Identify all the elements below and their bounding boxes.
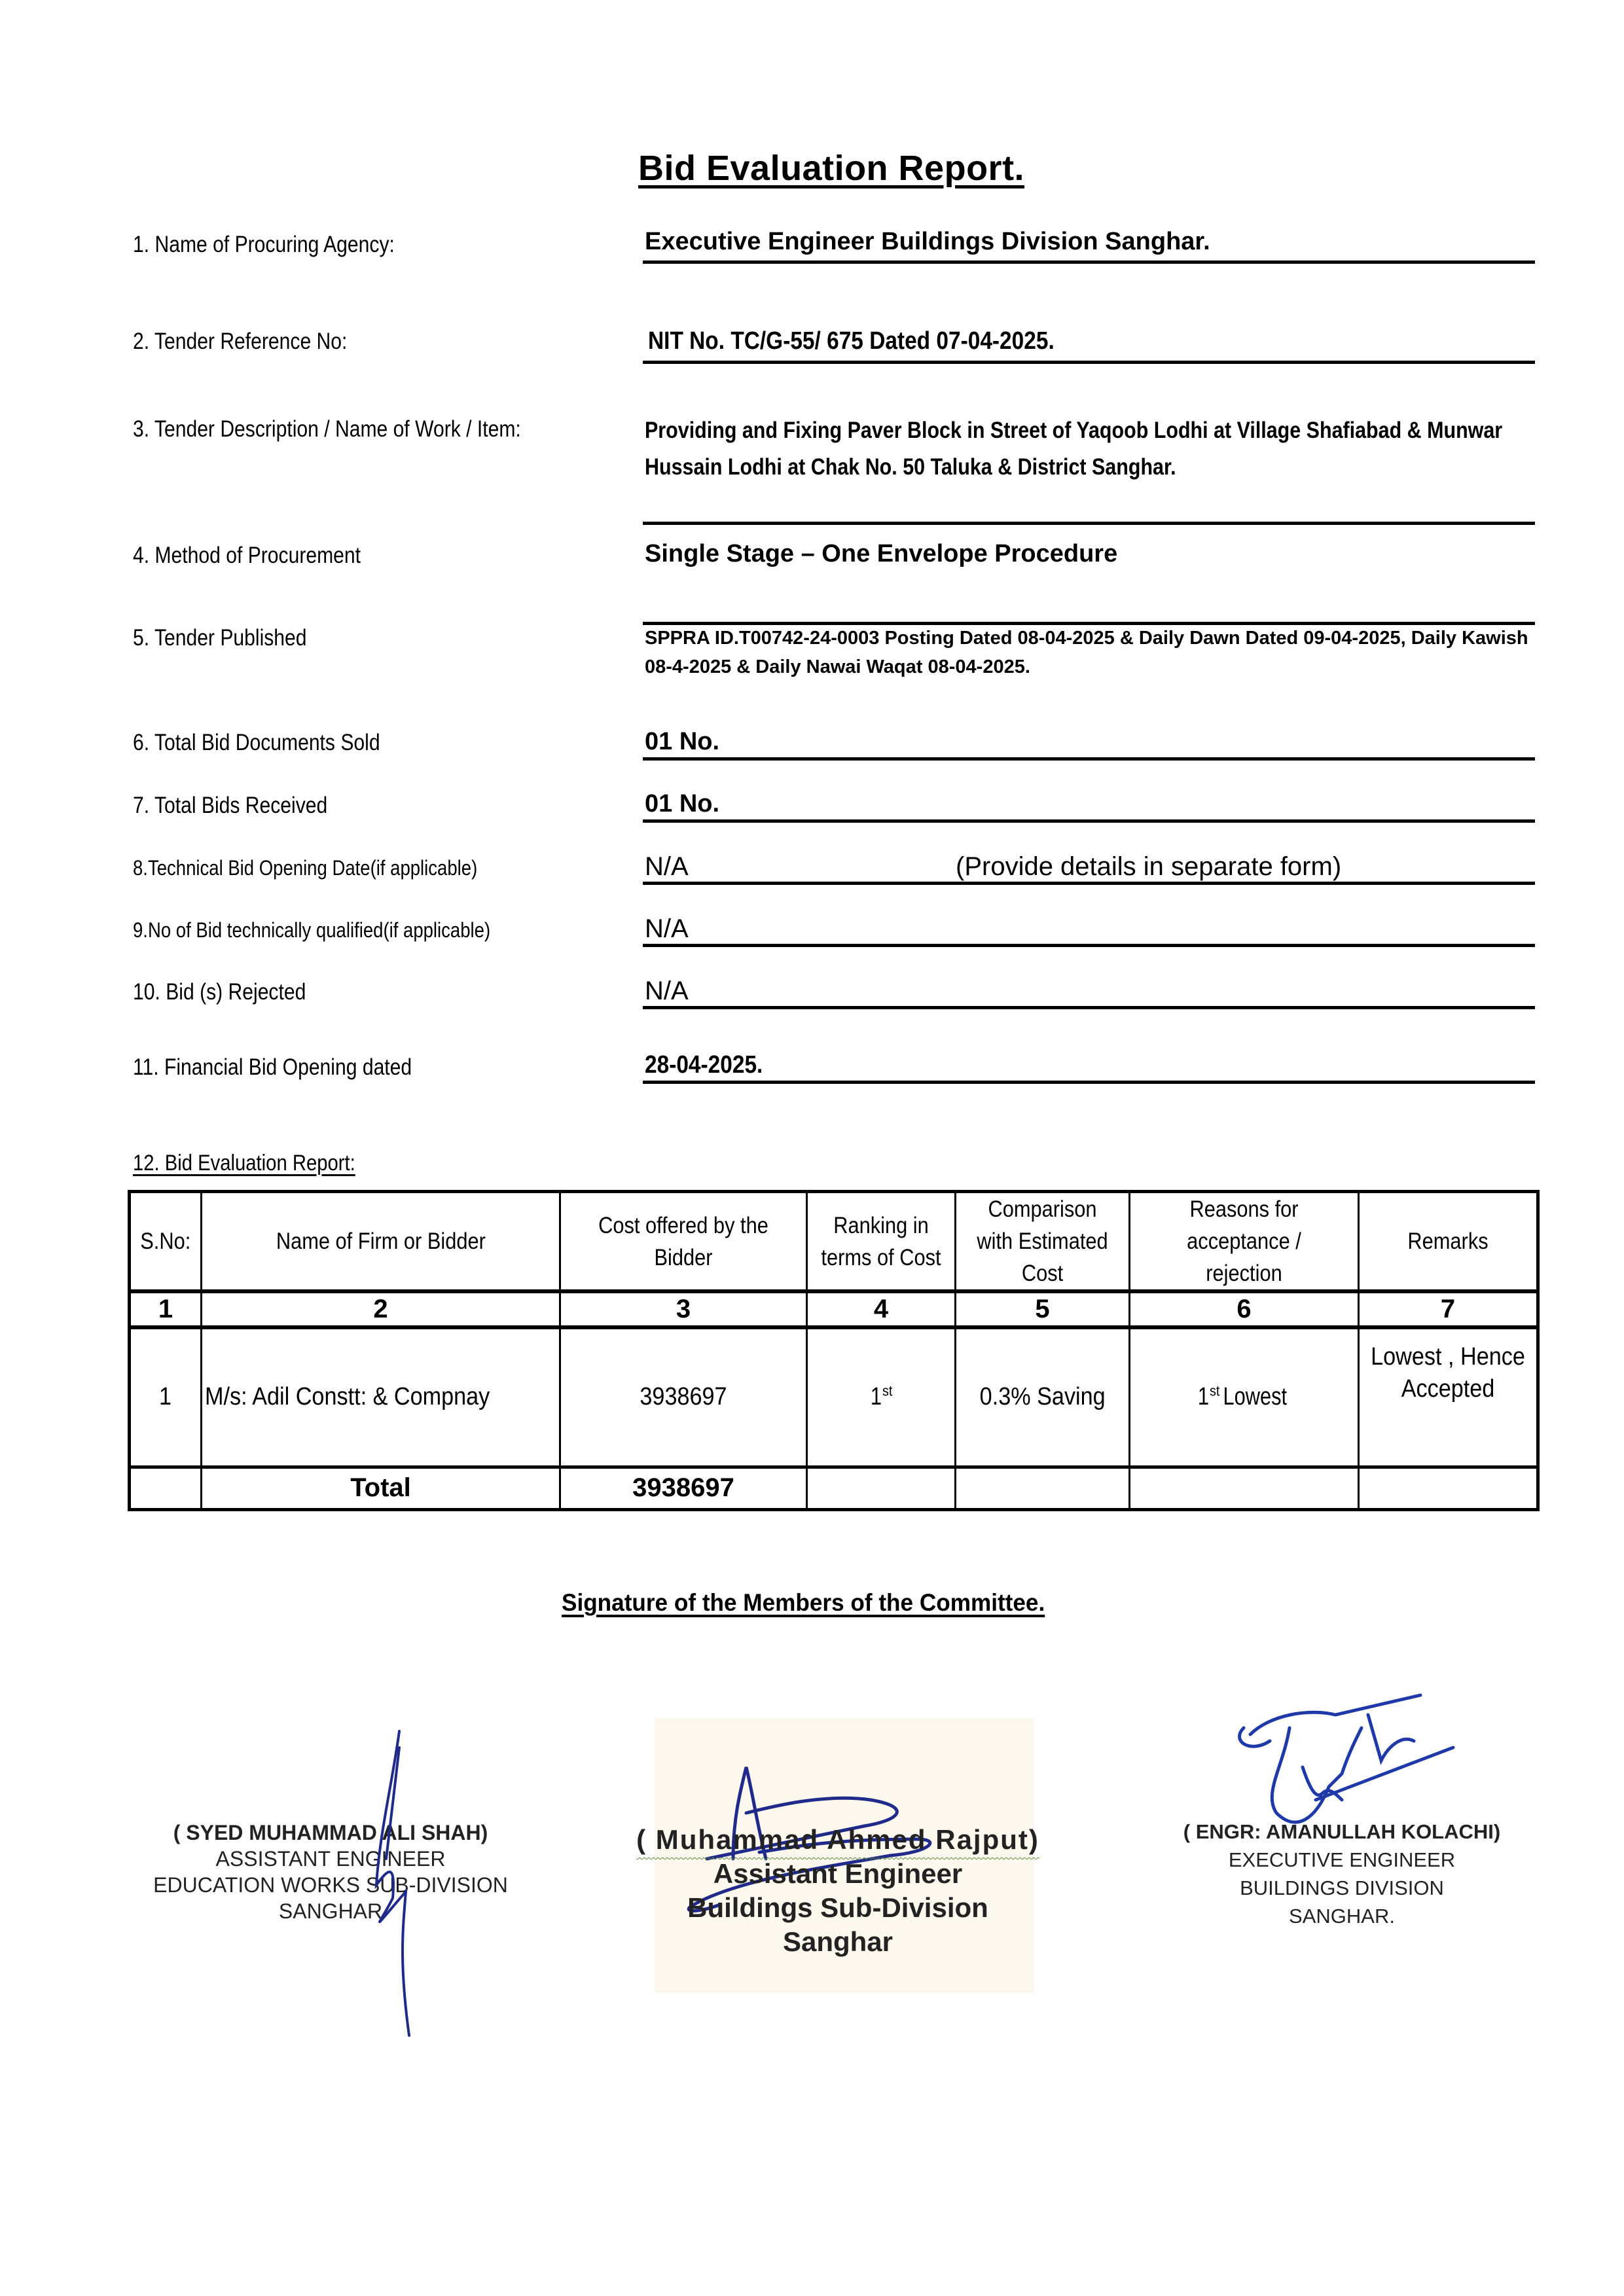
column-number: 2 xyxy=(202,1291,560,1327)
member-name: ( SYED MUHAMMAD ALI SHAH) xyxy=(173,1821,488,1844)
member-name: ( Muhammad Ahmed Rajput) xyxy=(636,1824,1039,1855)
member-office: BUILDINGS DIVISION xyxy=(1240,1876,1444,1899)
signature-block-member-3 xyxy=(1159,1818,1525,1930)
underline-rule xyxy=(643,361,1535,364)
underline-rule xyxy=(643,944,1535,947)
value-technical-bid-opening: N/A xyxy=(645,852,689,881)
member-name: ( ENGR: AMANULLAH KOLACHI) xyxy=(1183,1820,1501,1843)
column-number-row xyxy=(130,1291,1538,1327)
label-bids-rejected: 10. Bid (s) Rejected xyxy=(133,979,306,1005)
header-reasons: Reasons for acceptance / rejection xyxy=(1130,1192,1359,1292)
cell-firm-name: M/s: Adil Constt: & Compnay xyxy=(202,1327,560,1467)
header-comparison: Comparison with Estimated Cost xyxy=(956,1192,1130,1292)
value-bids-received: 01 No. xyxy=(645,790,720,817)
technical-bid-note: (Provide details in separate form) xyxy=(956,852,1342,881)
evaluation-section-title: 12. Bid Evaluation Report: xyxy=(133,1151,355,1175)
cell-sno: 1 xyxy=(130,1327,202,1467)
label-tender-description: 3. Tender Description / Name of Work / Item: xyxy=(133,416,521,442)
report-title: Bid Evaluation Report. xyxy=(638,149,1025,188)
label-financial-bid-opening: 11. Financial Bid Opening dated xyxy=(133,1054,412,1080)
header-firm-name: Name of Firm or Bidder xyxy=(202,1192,560,1292)
column-number: 5 xyxy=(956,1291,1130,1327)
label-bid-documents-sold: 6. Total Bid Documents Sold xyxy=(133,730,380,755)
member-place: SANGHAR xyxy=(278,1899,383,1923)
cell-remarks: Lowest , Hence Accepted xyxy=(1359,1327,1538,1467)
bid-evaluation-table xyxy=(128,1190,1540,1511)
label-procuring-agency: 1. Name of Procuring Agency: xyxy=(133,232,395,257)
member-designation: Assistant Engineer xyxy=(713,1858,963,1889)
header-cost-offered: Cost offered by the Bidder xyxy=(560,1192,807,1292)
value-bids-rejected: N/A xyxy=(645,977,689,1005)
cell-reason: 1stLowest xyxy=(1130,1327,1359,1467)
underline-rule xyxy=(643,522,1535,525)
member-place: Sanghar xyxy=(782,1926,893,1957)
member-place: SANGHAR. xyxy=(1289,1905,1395,1928)
signature-heading: Signature of the Members of the Committee. xyxy=(562,1589,1045,1616)
underline-rule xyxy=(643,819,1535,823)
value-bid-documents-sold: 01 No. xyxy=(645,728,720,755)
column-number: 1 xyxy=(130,1291,202,1327)
column-number: 3 xyxy=(560,1291,807,1327)
column-number: 6 xyxy=(1130,1291,1359,1327)
handwritten-signature-icon xyxy=(340,1728,445,2042)
cell-comparison: 0.3% Saving xyxy=(956,1327,1130,1467)
value-procuring-agency: Executive Engineer Buildings Division Sanghar. xyxy=(645,228,1210,255)
underline-rule xyxy=(643,1006,1535,1009)
underline-rule xyxy=(643,882,1535,885)
label-procurement-method: 4. Method of Procurement xyxy=(133,543,361,568)
value-bids-qualified: N/A xyxy=(645,914,689,943)
label-tender-published: 5. Tender Published xyxy=(133,625,307,651)
label-bids-received: 7. Total Bids Received xyxy=(133,793,328,818)
value-financial-bid-opening: 28-04-2025. xyxy=(645,1051,763,1079)
total-label: Total xyxy=(202,1467,560,1509)
header-ranking: Ranking in terms of Cost xyxy=(807,1192,956,1292)
table-row xyxy=(130,1327,1538,1467)
member-designation: EXECUTIVE ENGINEER xyxy=(1228,1848,1456,1871)
label-tender-reference: 2. Tender Reference No: xyxy=(133,329,348,354)
header-remarks: Remarks xyxy=(1359,1192,1538,1292)
column-number: 7 xyxy=(1359,1291,1538,1327)
member-office: EDUCATION WORKS SUB-DIVISION xyxy=(153,1873,508,1897)
total-row xyxy=(130,1467,1538,1509)
value-tender-reference: NIT No. TC/G-55/ 675 Dated 07-04-2025. xyxy=(648,327,1055,355)
underline-rule xyxy=(643,260,1535,264)
value-tender-published: SPPRA ID.T00742-24-0003 Posting Dated 08-04-2025 & Daily Dawn Dated 09-04-2025, Daily Kawish 08-4-2025 & Daily Nawai Waqat 08-04-2025. xyxy=(645,628,1528,677)
table-header-row xyxy=(130,1192,1538,1292)
total-value: 3938697 xyxy=(560,1467,807,1509)
signature-block-member-1 xyxy=(134,1820,527,1924)
column-number: 4 xyxy=(807,1291,956,1327)
cell-ranking: 1st xyxy=(807,1327,956,1467)
header-sno: S.No: xyxy=(130,1192,202,1292)
member-office: Buildings Sub-Division xyxy=(687,1892,988,1923)
value-tender-description: Providing and Fixing Paver Block in Street of Yaqoob Lodhi at Village Shafiabad & Munwar Hussain Lodhi at Chak No. 50 Taluka & District Sanghar. xyxy=(645,418,1503,480)
cell-cost-offered: 3938697 xyxy=(560,1327,807,1467)
label-technical-bid-opening: 8.Technical Bid Opening Date(if applicable) xyxy=(133,856,478,880)
underline-rule xyxy=(643,1081,1535,1084)
value-procurement-method: Single Stage – One Envelope Procedure xyxy=(645,540,1118,567)
member-designation: ASSISTANT ENGINEER xyxy=(215,1847,446,1871)
label-bids-qualified: 9.No of Bid technically qualified(if applicable) xyxy=(133,918,491,942)
underline-rule xyxy=(643,757,1535,761)
signature-block-member-2 xyxy=(609,1823,1067,1959)
